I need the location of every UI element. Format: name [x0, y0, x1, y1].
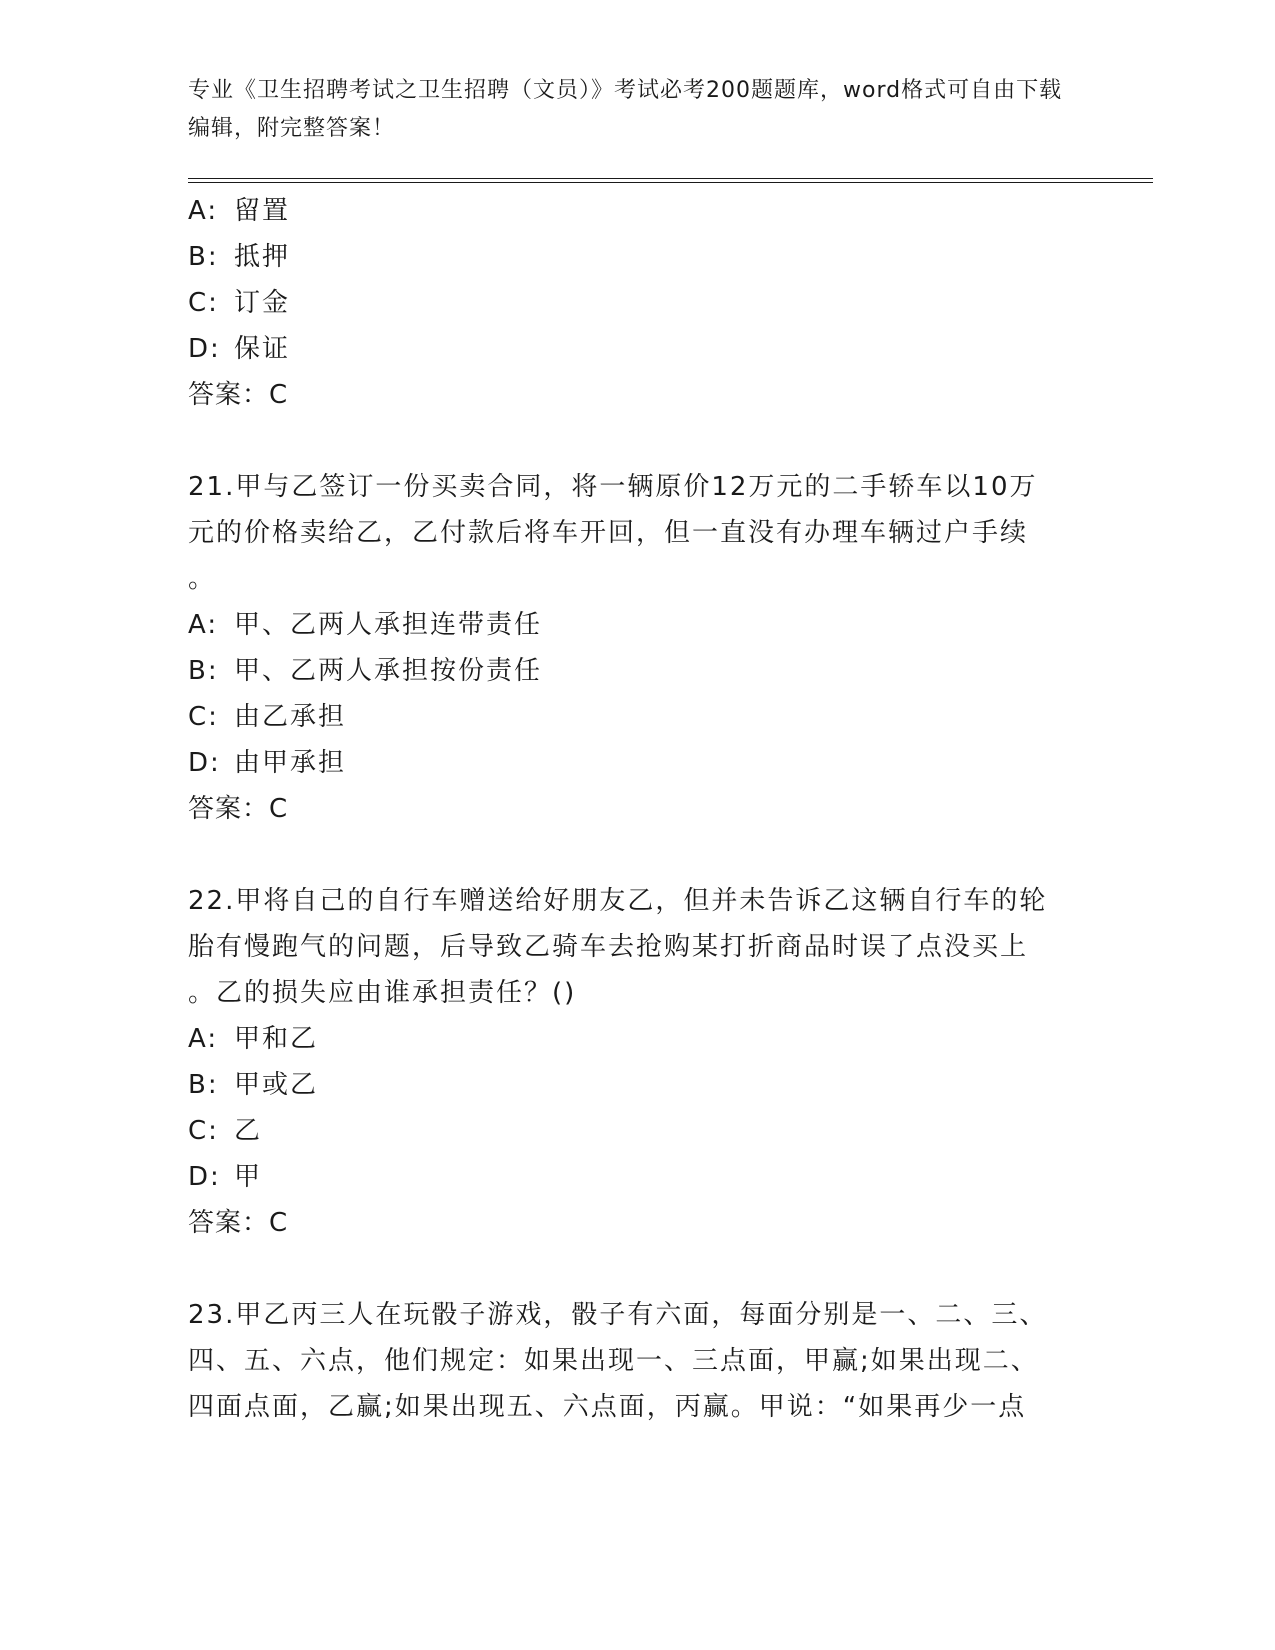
option-text: 甲、乙两人承担按份责任: [234, 656, 543, 686]
option-text: 乙: [234, 1116, 263, 1146]
option-letter: D:: [188, 748, 221, 778]
option-a: [188, 188, 1088, 234]
question-block-20: [188, 188, 1088, 418]
option-d: [188, 740, 1088, 786]
option-c: [188, 280, 1088, 326]
option-a: [188, 602, 1088, 648]
option-letter: A:: [188, 1024, 219, 1054]
option-text: 由乙承担: [234, 702, 347, 732]
question-text-line: 23.甲乙丙三人在玩骰子游戏，骰子有六面，每面分别是一、二、三、: [188, 1300, 1048, 1330]
question-text-line: 胎有慢跑气的问题，后导致乙骑车去抢购某打折商品时误了点没买上: [188, 932, 1029, 962]
option-c: [188, 694, 1088, 740]
option-b: [188, 1062, 1088, 1108]
option-text: 甲和乙: [234, 1024, 319, 1054]
answer-line: 答案：C: [188, 794, 289, 824]
question-text-line: 四面点面，乙赢;如果出现五、六点面，丙赢。甲说：“如果再少一点: [188, 1392, 1027, 1422]
option-letter: C:: [188, 702, 219, 732]
option-letter: B:: [188, 242, 219, 272]
option-letter: B:: [188, 656, 219, 686]
document-content: [188, 188, 1088, 1430]
question-text-line: 四、五、六点，他们规定：如果出现一、三点面，甲赢;如果出现二、: [188, 1346, 1039, 1376]
question-block-22: [188, 878, 1088, 1246]
question-text-line: 21.甲与乙签订一份买卖合同，将一辆原价12万元的二手轿车以10万: [188, 472, 1038, 502]
option-text: 保证: [234, 334, 291, 364]
option-text: 由甲承担: [234, 748, 347, 778]
option-text: 甲或乙: [234, 1070, 319, 1100]
option-text: 甲: [234, 1162, 263, 1192]
option-text: 留置: [234, 196, 291, 226]
option-letter: D:: [188, 1162, 221, 1192]
question-text-line: 。: [188, 564, 217, 594]
option-text: 抵押: [234, 242, 291, 272]
question-block-21: [188, 464, 1088, 832]
option-text: 订金: [234, 288, 291, 318]
option-c: [188, 1108, 1088, 1154]
option-text: 甲、乙两人承担连带责任: [234, 610, 543, 640]
question-text-line: 。乙的损失应由谁承担责任？(): [188, 978, 577, 1008]
option-letter: A:: [188, 610, 219, 640]
answer-line: 答案：C: [188, 1208, 289, 1238]
option-letter: A:: [188, 196, 219, 226]
option-d: [188, 1154, 1088, 1200]
header-rule-top: [188, 178, 1153, 179]
option-d: [188, 326, 1088, 372]
option-letter: B:: [188, 1070, 219, 1100]
option-letter: C:: [188, 1116, 219, 1146]
option-b: [188, 234, 1088, 280]
option-b: [188, 648, 1088, 694]
option-letter: C:: [188, 288, 219, 318]
question-text-line: 22.甲将自己的自行车赠送给好朋友乙，但并未告诉乙这辆自行车的轮: [188, 886, 1048, 916]
option-a: [188, 1016, 1088, 1062]
question-text-line: 元的价格卖给乙，乙付款后将车开回，但一直没有办理车辆过户手续: [188, 518, 1029, 548]
answer-line: 答案：C: [188, 380, 289, 410]
header-rule-bottom: [188, 182, 1153, 183]
option-letter: D:: [188, 334, 221, 364]
document-header: 专业《卫生招聘考试之卫生招聘（文员）》考试必考200题题库，word格式可自由下载编辑，附完整答案！: [188, 78, 1063, 141]
question-block-23: [188, 1292, 1088, 1430]
